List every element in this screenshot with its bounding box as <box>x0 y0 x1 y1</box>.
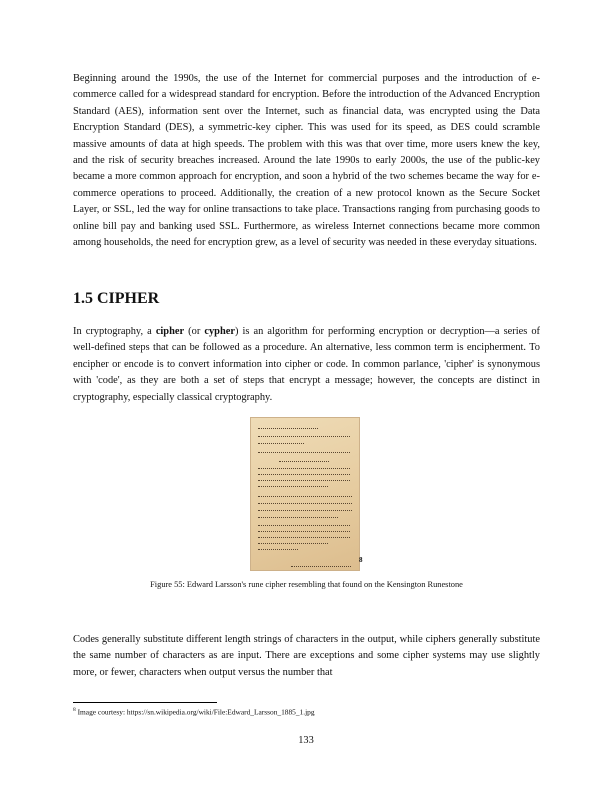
footnote <box>73 707 315 716</box>
rune-row <box>258 506 352 511</box>
term-cypher: cypher <box>204 326 235 337</box>
footnote-number: 8 <box>73 707 76 713</box>
page-number: 133 <box>298 735 314 746</box>
figure-caption: Figure 55: Edward Larsson's rune cipher resembling that found on the Kensington Runestone <box>150 580 463 589</box>
handwriting-line <box>258 521 350 526</box>
paragraph-codes-vs-ciphers: Codes generally substitute different length strings of characters in the output, while ciphers generally substitute the same number of characters as are input. There are exceptions and some cipher systems may use slightly more, or fewer, characters when output versus the number that <box>73 634 540 678</box>
handwriting-line <box>258 464 350 469</box>
handwriting-line <box>258 539 328 544</box>
rune-row <box>258 513 338 518</box>
handwriting-line <box>258 424 318 429</box>
paragraph-ecommerce-encryption: Beginning around the 1990s, the use of the Internet for commercial purposes and the introduction of e-commerce called for a widespread standard for encryption. Before the introduction of the Advanced Encryption Standard (AES), information sent over the Internet, such as financial data, was encrypted using the Data Encryption Standard (DES), a symmetric-key cipher. This was used for its speed, as DES could scramble massive amounts of data at high speeds. The problem with this was that over time, more users knew the key, and the risk of security breaches increased. Around the late 1990s to early 2000s, the use of the public-key became a more common approach for encryption, and soon a hybrid of the two schemes became the way for e-commerce operations to proceed. Additionally, the creation of a new protocol known as the Secure Socket Layer, or SSL, led the way for online transactions to take place. Transactions ranging from purchasing goods to online bill pay and banking used SSL. Furthermore, as wireless Internet connections became more common among households, the need for encryption grew, as a level of security was needed in these everyday situations. <box>73 73 540 249</box>
handwriting-line <box>258 448 350 453</box>
handwriting-line <box>258 439 304 444</box>
handwriting-line <box>258 476 350 481</box>
term-cipher: cipher <box>155 326 185 337</box>
handwriting-line <box>258 432 350 437</box>
paragraph-cipher-definition <box>73 324 540 406</box>
rune-row <box>258 492 352 497</box>
handwriting-line <box>258 533 350 538</box>
text-run: (or <box>184 326 205 337</box>
footnote-text: Image courtesy: https://sn.wikipedia.org/wiki/File:Edward_Larsson_1885_1.jpg <box>75 707 315 717</box>
rune-cipher-image <box>250 417 360 571</box>
handwriting-line <box>258 545 298 550</box>
handwriting-line <box>258 470 350 475</box>
handwriting-line <box>258 527 350 532</box>
handwriting-line <box>291 562 351 567</box>
section-heading: 1.5 CIPHER <box>73 290 160 307</box>
handwriting-line <box>279 457 329 462</box>
footnote-separator <box>73 702 217 703</box>
handwriting-line <box>258 482 328 487</box>
text-run: ) is an algorithm for performing encryption or decryption—a series of well-defined steps that can be followed as a procedure. An alternative, less common term is encipherment. To encipher or encode is to convert information into cipher or code. In common parlance, 'cipher' is synonymous with 'code', as they are both a set of steps that encrypt a message; however, the concepts are distinct in cryptography, especially classical cryptography. <box>73 326 540 403</box>
rune-row <box>258 499 352 504</box>
text-run: In cryptography, a <box>73 326 156 337</box>
footnote-reference: 8 <box>359 556 363 564</box>
